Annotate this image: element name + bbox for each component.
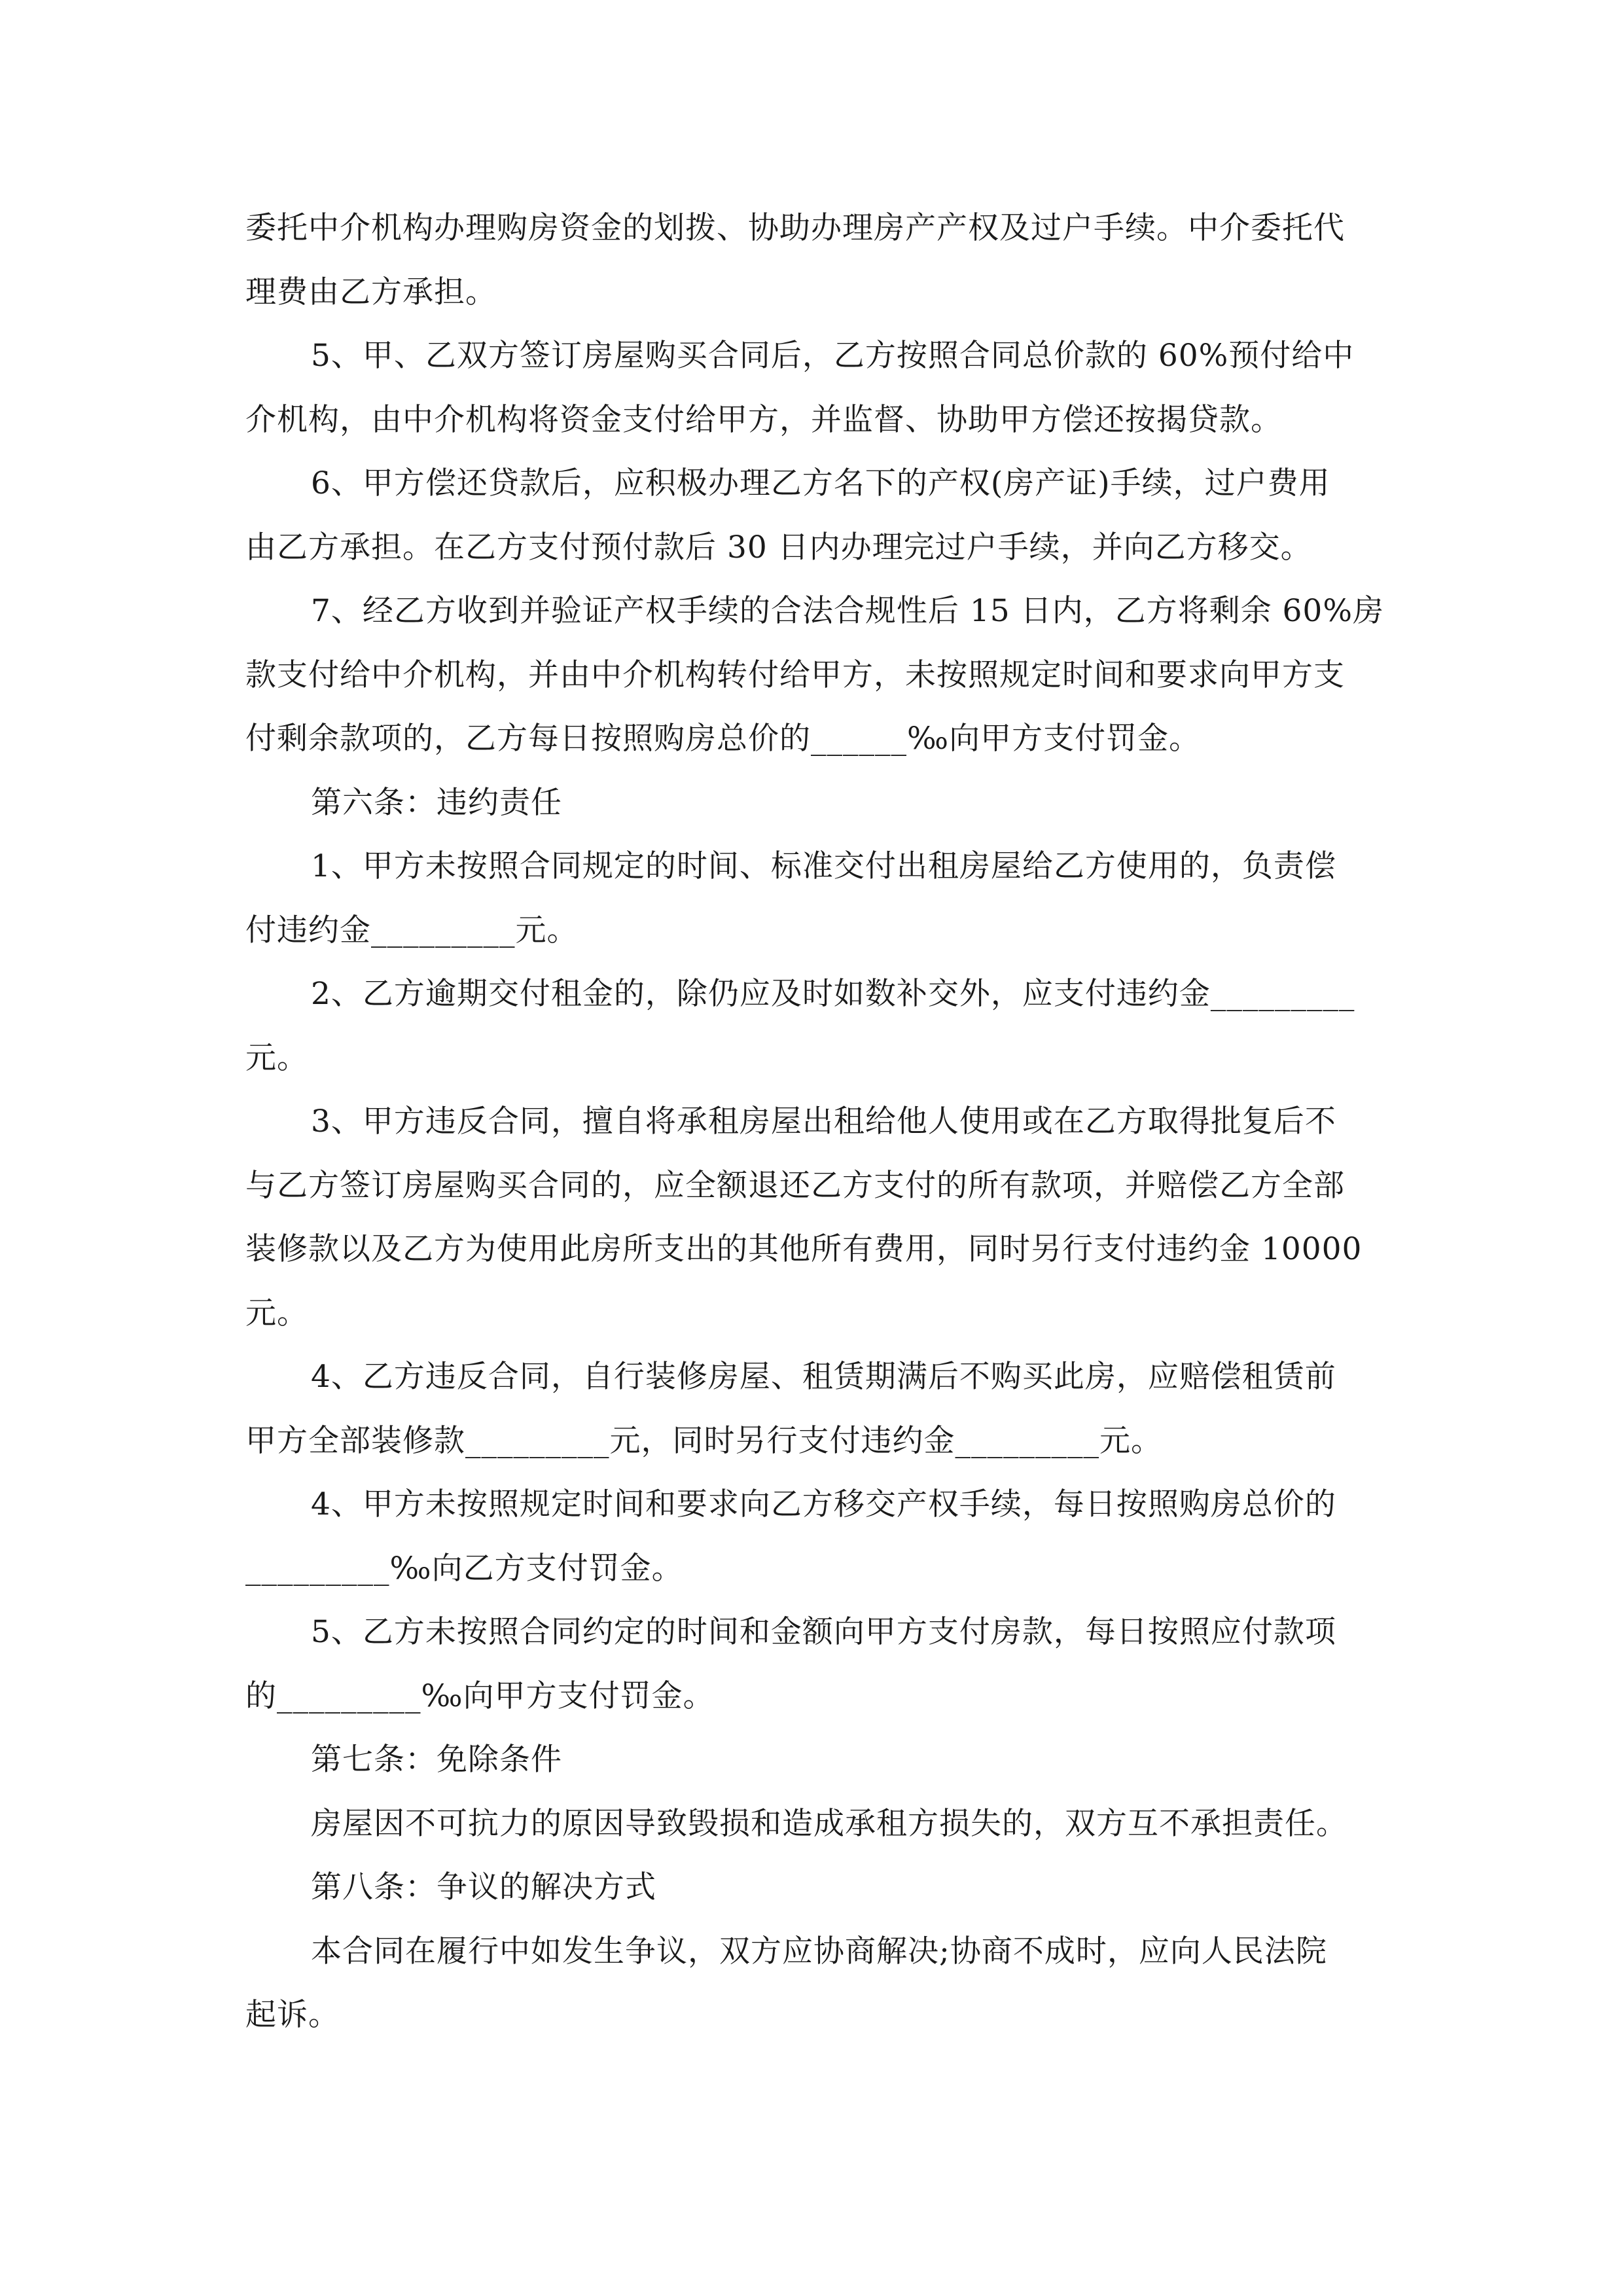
paragraph-breach-4a: [245, 1345, 1384, 1473]
paragraph-breach-5: [245, 1600, 1384, 1728]
text-line: 装修款以及乙方为使用此房所支出的其他所有费用，同时另行支付违约金 10000: [245, 1231, 1363, 1267]
text-line: 6、甲方偿还贷款后，应积极办理乙方名下的产权(房产证)手续，过户费用: [311, 465, 1330, 501]
text-line: _________‰向乙方支付罚金。: [245, 1550, 683, 1587]
paragraph-clause-7: [245, 579, 1384, 771]
text-line: 付剩余款项的，乙方每日按照购房总价的______‰向甲方支付罚金。: [245, 721, 1201, 757]
text-line: 由乙方承担。在乙方支付预付款后 30 日内办理完过户手续，并向乙方移交。: [245, 529, 1312, 565]
section-heading: 第七条：免除条件: [311, 1742, 562, 1778]
paragraph-dispute: [245, 1920, 1384, 2047]
text-line: 7、经乙方收到并验证产权手续的合法合规性后 15 日内，乙方将剩余 60%房: [311, 593, 1384, 629]
text-line: 元。: [245, 1295, 308, 1331]
paragraph-continuation: [245, 196, 1384, 324]
text-line: 款支付给中介机构，并由中介机构转付给甲方，未按照规定时间和要求向甲方支: [245, 656, 1345, 693]
section-heading: 第六条：违约责任: [311, 784, 562, 821]
text-line: 3、甲方违反合同，擅自将承租房屋出租给他人使用或在乙方取得批复后不: [311, 1103, 1336, 1139]
text-line: 委托中介机构办理购房资金的划拨、协助办理房产产权及过户手续。中介委托代: [245, 210, 1345, 246]
text-line: 理费由乙方承担。: [245, 274, 497, 310]
text-line: 房屋因不可抗力的原因导致毁损和造成承租方损失的，双方互不承担责任。: [311, 1805, 1347, 1842]
text-line: 的_________‰向甲方支付罚金。: [245, 1677, 715, 1714]
section-heading: 第八条：争议的解决方式: [311, 1869, 656, 1905]
document-body: [245, 196, 1384, 2047]
paragraph-breach-4b: [245, 1473, 1384, 1600]
heading-article-7: [245, 1728, 1384, 1792]
paragraph-clause-6: [245, 452, 1384, 579]
text-line: 5、乙方未按照合同约定的时间和金额向甲方支付房款，每日按照应付款项: [311, 1614, 1336, 1650]
text-line: 5、甲、乙双方签订房屋购买合同后，乙方按照合同总价款的 60%预付给中: [311, 338, 1355, 374]
text-line: 4、乙方违反合同，自行装修房屋、租赁期满后不购买此房，应赔偿租赁前: [311, 1359, 1336, 1395]
text-line: 与乙方签订房屋购买合同的，应全额退还乙方支付的所有款项，并赔偿乙方全部: [245, 1167, 1345, 1204]
text-line: 起诉。: [245, 1997, 340, 2033]
text-line: 4、甲方未按照规定时间和要求向乙方移交产权手续，每日按照购房总价的: [311, 1486, 1336, 1522]
paragraph-exemption: [245, 1792, 1384, 1856]
text-line: 甲方全部装修款_________元，同时另行支付违约金_________元。: [245, 1422, 1162, 1459]
heading-article-6: [245, 771, 1384, 835]
text-line: 1、甲方未按照合同规定的时间、标准交付出租房屋给乙方使用的，负责偿: [311, 848, 1336, 884]
text-line: 本合同在履行中如发生争议，双方应协商解决;协商不成时，应向人民法院: [311, 1933, 1327, 1969]
text-line: 付违约金_________元。: [245, 912, 579, 948]
paragraph-clause-5: [245, 324, 1384, 452]
paragraph-breach-1: [245, 834, 1384, 962]
text-line: 介机构，由中介机构将资金支付给甲方，并监督、协助甲方偿还按揭贷款。: [245, 401, 1282, 438]
paragraph-breach-3: [245, 1090, 1384, 1345]
text-line: 2、乙方逾期交付租金的，除仍应及时如数补交外，应支付违约金_________: [311, 976, 1355, 1012]
paragraph-breach-2: [245, 962, 1384, 1090]
heading-article-8: [245, 1856, 1384, 1920]
text-line: 元。: [245, 1039, 308, 1076]
